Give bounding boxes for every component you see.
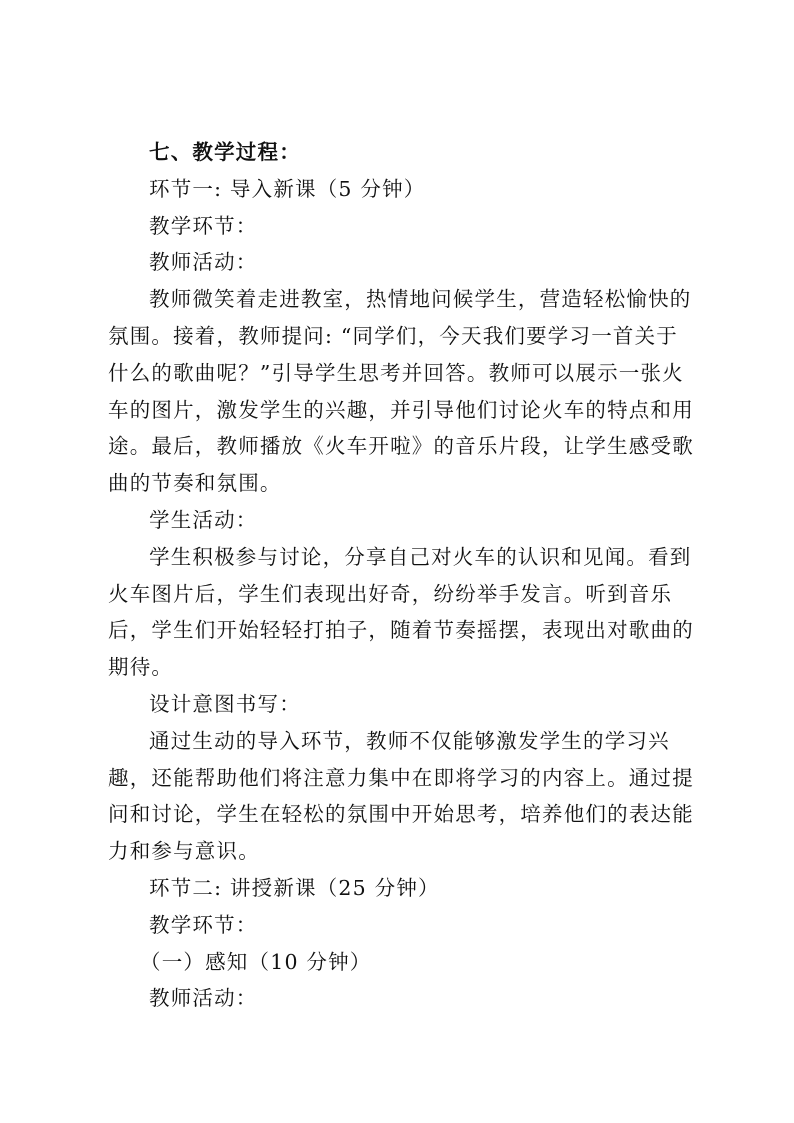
stage1-student-text: 学生积极参与讨论，分享自己对火车的认识和见闻。看到火车图片后，学生们表现出好奇，纷纷举手发言。听到音乐后，学生们开始轻轻打拍子，随着节奏摇摆，表现出对歌曲的期待。 — [108, 544, 694, 680]
stage2-teacher-label: 教师活动： — [149, 986, 258, 1011]
stage1-design-text: 通过生动的导入环节，教师不仅能够激发学生的学习兴趣，还能帮助他们将注意力集中在即将学习的内容上。通过提问和讨论，学生在轻松的氛围中开始思考，培养他们的表达能力和参与意识。 — [108, 728, 694, 864]
section-title: 七、教学过程： — [149, 140, 301, 164]
stage1-student-label: 学生活动： — [149, 507, 258, 532]
stage1-design-label: 设计意图书写： — [149, 691, 301, 716]
stage1-heading: 环节一: 导入新课（5 分钟） — [149, 176, 426, 201]
stage1-teacher-label: 教师活动： — [149, 250, 258, 275]
stage2-sub-heading: （一）感知（10 分钟） — [140, 949, 372, 974]
document-page — [108, 134, 696, 1017]
stage2-teaching-label: 教学环节： — [149, 912, 258, 937]
stage2-heading: 环节二: 讲授新课（25 分钟） — [149, 875, 440, 900]
stage1-teaching-label: 教学环节： — [149, 213, 258, 238]
stage1-teacher-text: 教师微笑着走进教室，热情地问候学生，营造轻松愉快的氛围。接着，教师提问: “同学们，今天我们要学习一首关于什么的歌曲呢？”引导学生思考并回答。教师可以展示一张火车的图片，激发学生的兴趣，并引导他们讨论火车的特点和用途。最后，教师播放《火车开啦》的音乐片段，让学生感受歌曲的节奏和氛围。 — [108, 287, 694, 496]
